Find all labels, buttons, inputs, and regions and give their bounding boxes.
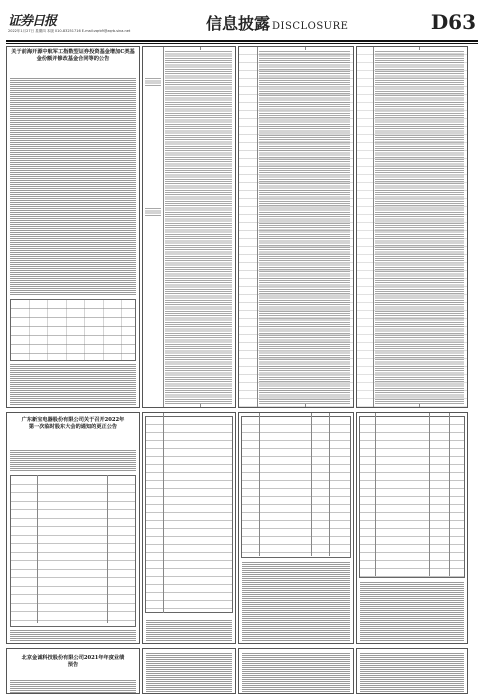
annual-report-article	[6, 648, 140, 694]
proposal-table-1	[142, 412, 236, 644]
meeting-notice-body	[10, 449, 136, 471]
proposal-table-1-rows	[145, 416, 233, 613]
masthead	[6, 6, 478, 42]
issue-meta: 2022年1月27日 星期四 本版 010-83251716 E-mail:zqrb9@zqrb.sina.net	[8, 29, 131, 33]
contract-table-3-rows	[357, 47, 467, 407]
fund-notice-table	[10, 299, 136, 361]
newspaper-logo: 证券日报	[8, 14, 57, 29]
contract-table-2-rows	[239, 47, 353, 407]
annual-report-body	[10, 679, 136, 693]
page-number: D63	[430, 10, 476, 34]
annual-report-headline: 北京金诚科技股份有限公司2021年年度业绩预告	[21, 655, 125, 669]
annual-report-column-4-body	[360, 652, 464, 692]
table-column-divider	[259, 413, 260, 556]
annual-report-column-2-body	[146, 652, 232, 692]
proposal-table-3-notes	[360, 581, 464, 641]
proposal-table-1-notes	[146, 619, 232, 641]
fund-notice-body	[10, 77, 136, 295]
contract-table-1-text	[165, 50, 232, 404]
contract-table-1-label	[145, 77, 161, 87]
contract-table-2	[238, 46, 354, 408]
annual-report-column-4	[356, 648, 468, 694]
annual-report-column-3-body	[242, 652, 350, 692]
contract-table-3	[356, 46, 468, 408]
section-title-en: DISCLOSURE	[272, 21, 349, 32]
meeting-notice-article	[6, 412, 140, 644]
table-column-divider	[375, 413, 376, 576]
header-rule-thin	[6, 43, 478, 44]
meeting-notice-table	[10, 475, 136, 627]
table-column-divider	[329, 413, 330, 556]
meeting-notice-footer	[10, 629, 136, 641]
contract-table-1-label	[145, 207, 161, 217]
proposal-table-2-notes	[242, 561, 350, 641]
table-column-divider	[163, 413, 164, 613]
proposal-table-3	[356, 412, 468, 644]
proposal-table-2-rows	[241, 416, 351, 558]
section-title-cn: 信息披露	[206, 14, 271, 33]
table-column-divider	[311, 413, 312, 556]
meeting-notice-headline: 广东新宝电器股份有限公司关于召开2022年第一次临时股东大会的通知的更正公告	[21, 417, 125, 431]
fund-notice-article	[6, 46, 140, 408]
table-column-divider	[449, 413, 450, 576]
annual-report-column-2	[142, 648, 236, 694]
fund-notice-body-2	[10, 363, 136, 405]
fund-notice-headline: 关于前海开源中航军工指数型证券投资基金增加C类基金份额并修改基金合同等的公告	[11, 49, 135, 63]
section-title	[206, 11, 348, 34]
table-column-divider	[37, 475, 38, 623]
header-rule	[6, 40, 478, 42]
table-column-divider	[107, 475, 108, 623]
annual-report-column-3	[238, 648, 354, 694]
table-column-divider	[163, 47, 164, 407]
proposal-table-2	[238, 412, 354, 644]
contract-table-1	[142, 46, 236, 408]
table-column-divider	[429, 413, 430, 576]
